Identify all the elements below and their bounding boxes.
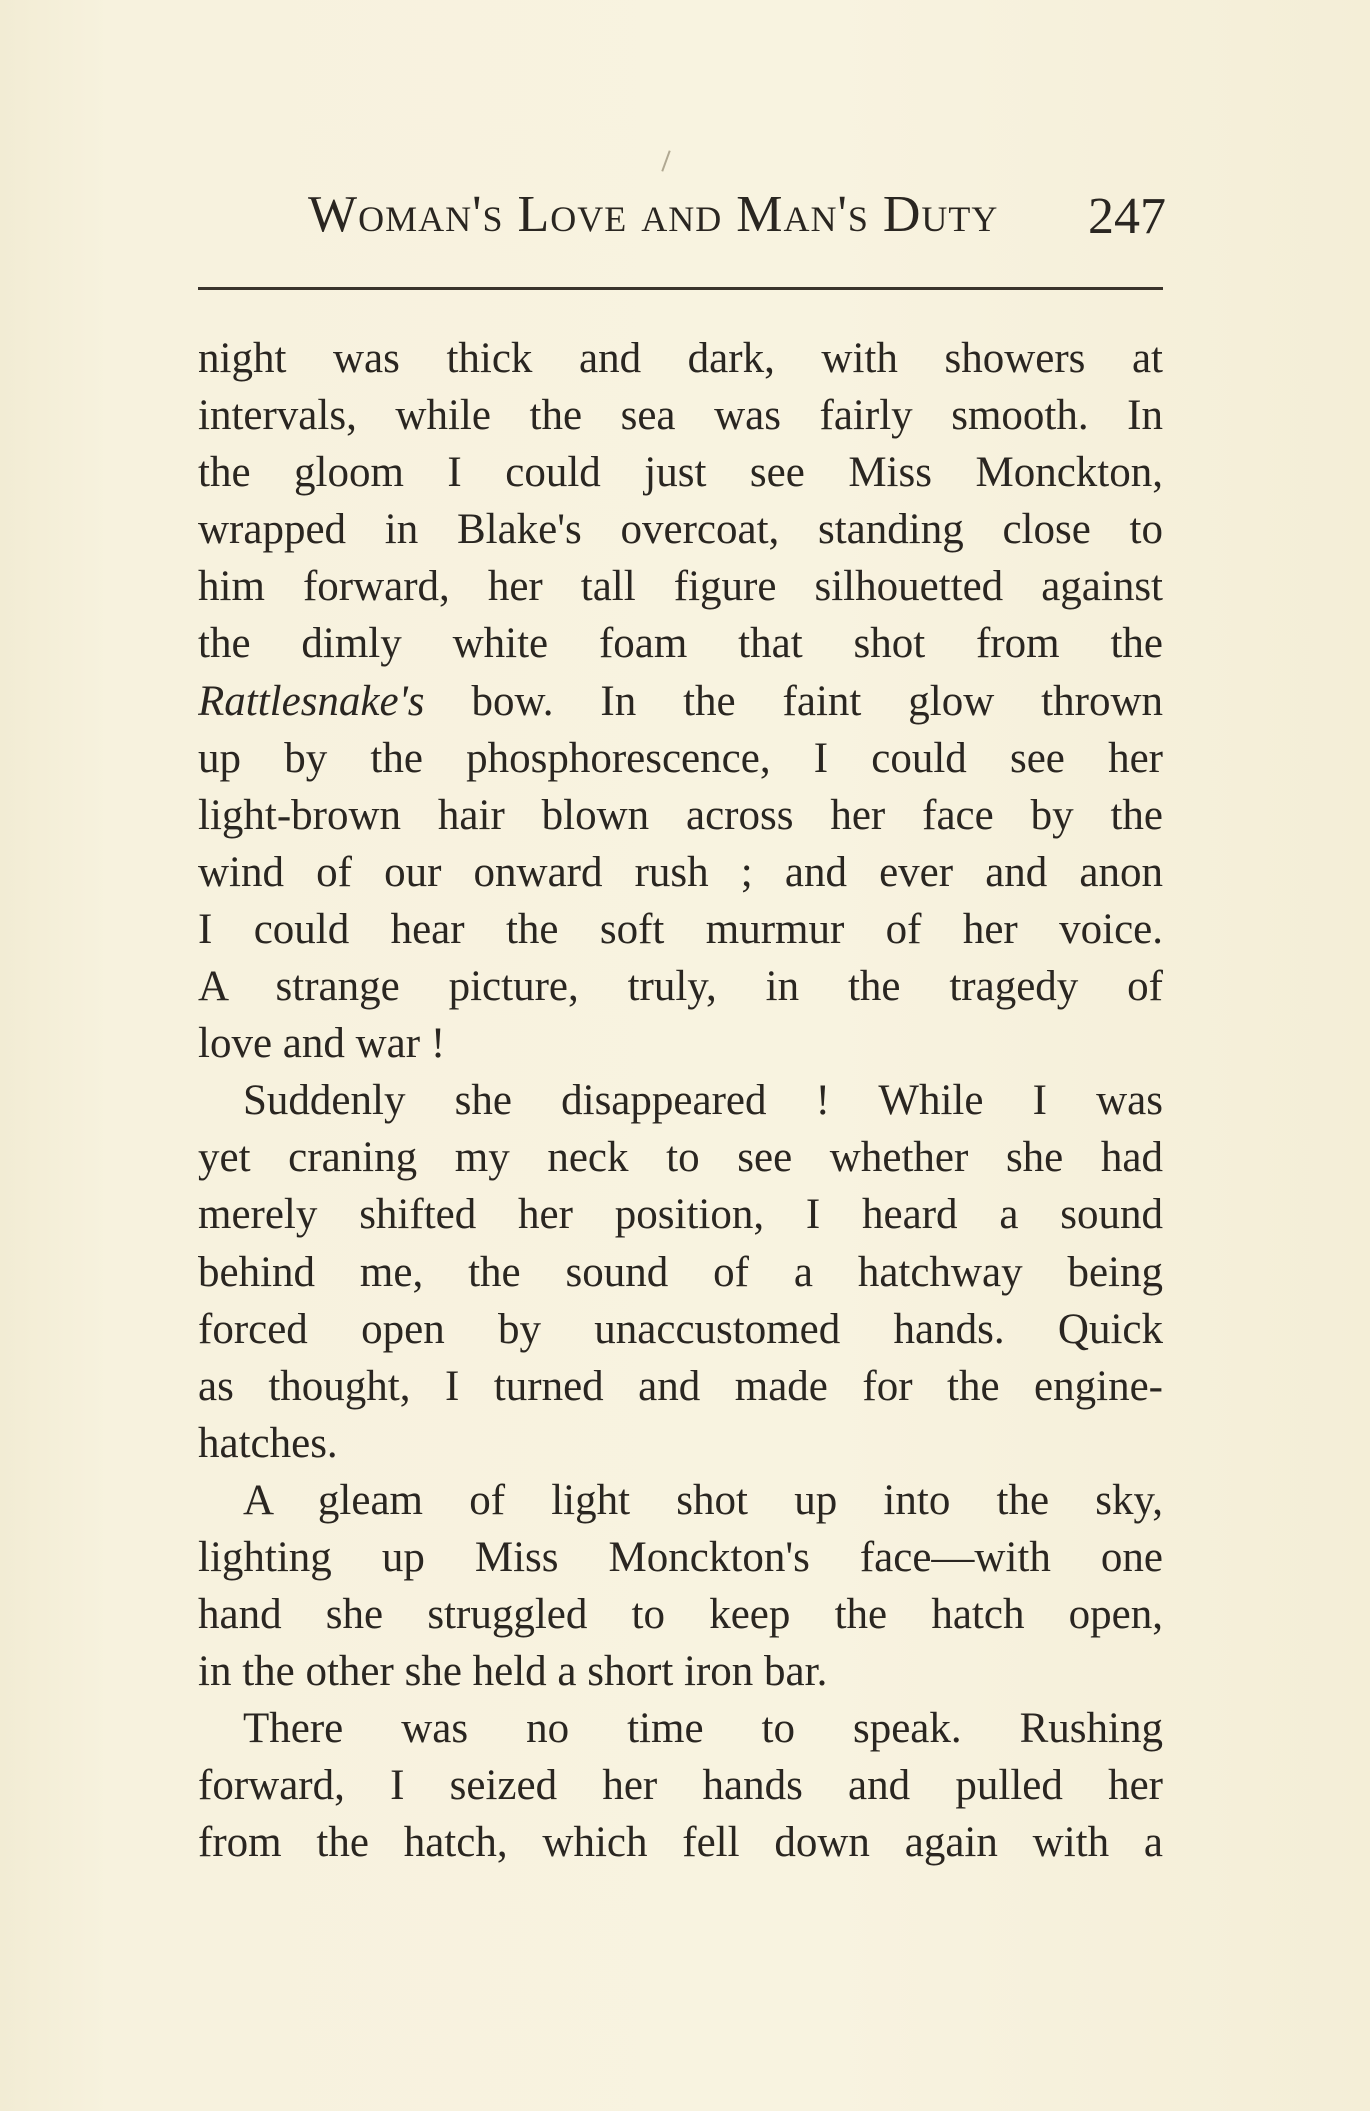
- running-head: Woman's Love and Man's Duty: [308, 186, 999, 243]
- text-line: him forward, her tall figure silhouetted against: [198, 563, 1163, 611]
- text-line: yet craning my neck to see whether she had: [198, 1134, 1163, 1182]
- text-line: behind me, the sound of a hatchway being: [198, 1248, 1163, 1296]
- text-line: up by the phosphorescence, I could see her: [198, 734, 1163, 782]
- text-line: lighting up Miss Monckton's face—with one: [198, 1533, 1163, 1581]
- text-line: Suddenly she disappeared ! While I was: [243, 1077, 1163, 1125]
- text-line: [198, 673, 1163, 730]
- text-line: forced open by unaccustomed hands. Quick: [198, 1305, 1163, 1353]
- text-line: in the other she held a short iron bar.: [198, 1648, 828, 1696]
- text-line: A gleam of light shot up into the sky,: [243, 1476, 1163, 1524]
- text-line: love and war !: [198, 1020, 446, 1068]
- text-line: A strange picture, truly, in the tragedy of: [198, 963, 1163, 1011]
- text-line: the gloom I could just see Miss Monckton,: [198, 449, 1163, 497]
- pencil-mark: [661, 150, 670, 171]
- body-text: [198, 330, 1163, 1872]
- text-line: I could hear the soft murmur of her voice.: [198, 905, 1163, 953]
- page-number: 247: [1088, 188, 1166, 245]
- text-line: There was no time to speak. Rushing: [243, 1705, 1163, 1753]
- header-rule: [198, 287, 1163, 290]
- text-line: hatches.: [198, 1419, 338, 1467]
- text-line: forward, I seized her hands and pulled her: [198, 1762, 1163, 1810]
- text-line: intervals, while the sea was fairly smooth. In: [198, 392, 1163, 440]
- page-header: [198, 185, 1166, 255]
- text-line: as thought, I turned and made for the engine-: [198, 1362, 1163, 1410]
- text-line: the dimly white foam that shot from the: [198, 620, 1163, 668]
- line-text: bow. In the faint glow thrown: [424, 677, 1163, 725]
- text-line: from the hatch, which fell down again with a: [198, 1819, 1163, 1867]
- text-line: wind of our onward rush ; and ever and anon: [198, 848, 1163, 896]
- text-line: light-brown hair blown across her face by the: [198, 791, 1163, 839]
- text-line: hand she struggled to keep the hatch open,: [198, 1591, 1163, 1639]
- text-line: night was thick and dark, with showers at: [198, 335, 1163, 382]
- text-line: wrapped in Blake's overcoat, standing close to: [198, 506, 1163, 554]
- text-line: merely shifted her position, I heard a sound: [198, 1191, 1163, 1239]
- italic-ship-name: Rattlesnake's: [198, 677, 425, 725]
